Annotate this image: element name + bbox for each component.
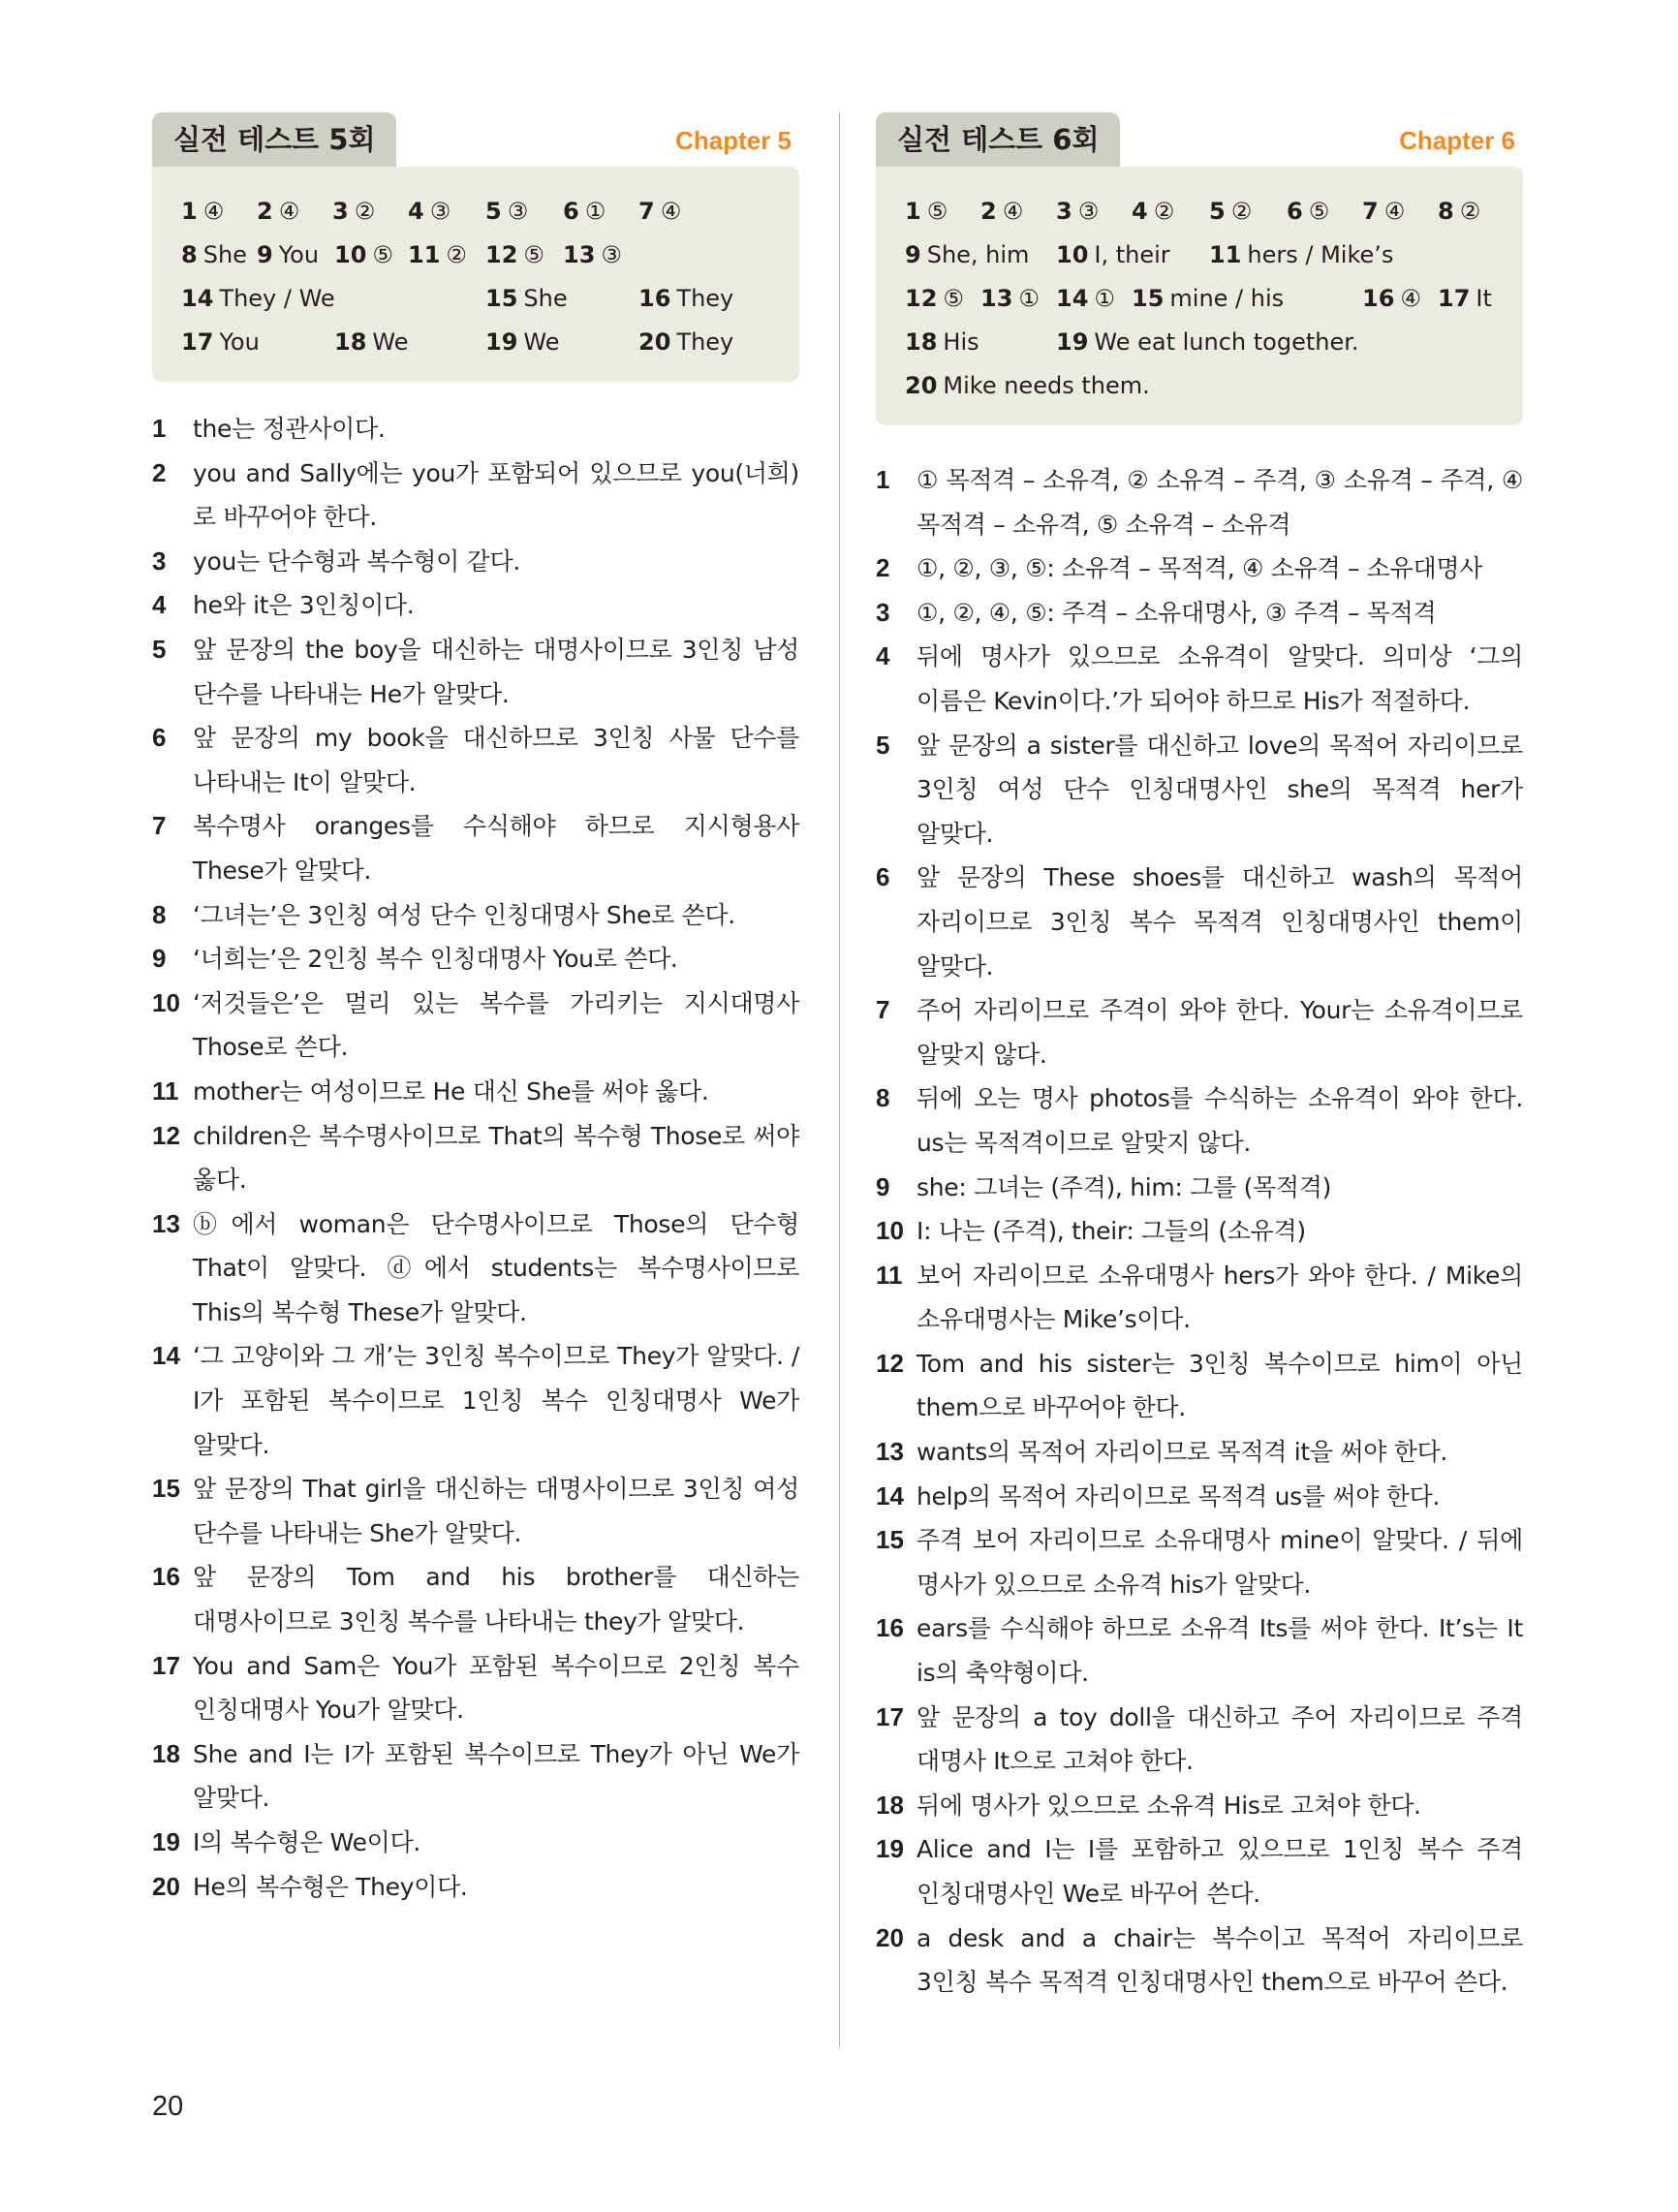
explanation-number: 8 [876, 1083, 890, 1113]
left-chapter-label: Chapter 5 [675, 126, 792, 155]
explanation-text: 뒤에 명사가 있으므로 소유격이 알맞다. 의미상 ‘그의 이름은 Kevin이다.’가 되어야 하므로 His가 적절하다. [917, 642, 1523, 715]
explanation-number: 1 [152, 414, 167, 443]
answer-row [181, 234, 770, 277]
explanation-text: ⓑ에서 woman은 단수명사이므로 Those의 단수형 That이 알맞다. ⓓ에서 students는 복수명사이므로 This의 복수형 These가 알맞다. [193, 1209, 799, 1326]
answer-item: 6 ⑤ [1287, 198, 1330, 225]
explanation-item [876, 635, 1523, 723]
explanation-number: 14 [876, 1480, 904, 1511]
explanation-item [876, 724, 1523, 857]
explanation-number: 17 [876, 1701, 904, 1731]
explanation-number: 18 [876, 1790, 904, 1820]
explanation-text: 앞 문장의 my book을 대신하므로 3인칭 사물 단수를 나타내는 It이 알맞다. [193, 724, 799, 796]
explanation-item [876, 591, 1523, 636]
explanation-number: 12 [876, 1348, 904, 1378]
explanation-number: 8 [152, 899, 167, 929]
explanation-number: 11 [876, 1260, 903, 1290]
right-chapter-label: Chapter 6 [1399, 126, 1515, 155]
explanation-text: 뒤에 오는 명사 photos를 수식하는 소유격이 와야 한다. us는 목적격이므로 알맞지 않다. [917, 1084, 1523, 1157]
answer-row [181, 277, 770, 321]
explanation-number: 12 [152, 1120, 180, 1150]
explanation-text: Alice and I는 I를 포함하고 있으므로 1인칭 복수 주격 인칭대명사인 We로 바꾸어 쓴다. [917, 1835, 1523, 1908]
explanation-item [152, 1114, 799, 1202]
explanation-text: 앞 문장의 Tom and his brother를 대신하는 대명사이므로 3인칭 복수를 나타내는 they가 알맞다. [193, 1563, 799, 1636]
answer-item: 13 ① [980, 285, 1040, 312]
answer-item: 3 ③ [1056, 198, 1100, 225]
explanation-number: 1 [876, 465, 890, 494]
right-answer-box [876, 167, 1523, 425]
explanation-number: 2 [876, 553, 890, 583]
answer-item: 1 ④ [181, 198, 225, 225]
explanation-number: 10 [152, 987, 180, 1017]
page-number: 20 [152, 2091, 184, 2122]
explanation-item [876, 1606, 1523, 1695]
explanation-number: 6 [152, 723, 167, 753]
answer-item: 13 ③ [563, 241, 622, 268]
answer-item: 2 ④ [980, 198, 1024, 225]
answer-item: 15 mine / his [1132, 285, 1285, 312]
answer-item: 3 ② [332, 198, 376, 225]
explanation-text: 앞 문장의 That girl을 대신하는 대명사이므로 3인칭 여성 단수를 나타내는 She가 알맞다. [193, 1475, 799, 1547]
explanation-item [152, 1821, 799, 1865]
left-column [152, 112, 799, 1909]
answer-item: 1 ⑤ [905, 198, 948, 225]
explanation-number: 13 [152, 1208, 180, 1238]
explanation-text: He의 복수형은 They이다. [193, 1872, 468, 1901]
explanation-number: 11 [152, 1075, 179, 1106]
explanation-item [152, 804, 799, 892]
answer-item: 11 hers / Mike’s [1209, 241, 1394, 268]
explanation-item [876, 1254, 1523, 1342]
explanation-text: you는 단수형과 복수형이 같다. [193, 546, 520, 576]
left-test-title: 실전 테스트 5회 [152, 112, 396, 167]
answer-item: 2 ④ [257, 198, 300, 225]
answer-item: 20 They [638, 328, 734, 356]
explanation-text: 앞 문장의 a toy doll을 대신하고 주어 자리이므로 주격 대명사 It으로 고쳐야 한다. [917, 1702, 1523, 1776]
explanation-item [152, 1555, 799, 1643]
explanation-text: 주격 보어 자리이므로 소유대명사 mine이 알맞다. / 뒤에 명사가 있으므로 소유격 his가 알맞다. [917, 1526, 1523, 1599]
explanation-text: wants의 목적어 자리이므로 목적격 it을 써야 한다. [917, 1438, 1448, 1467]
answer-item: 14 ① [1056, 285, 1115, 312]
explanation-number: 4 [876, 641, 890, 671]
answer-item: 4 ③ [408, 198, 451, 225]
explanation-text: ears를 수식해야 하므로 소유격 Its를 써야 한다. It’s는 It is의 축약형이다. [917, 1614, 1523, 1688]
explanation-text: children은 복수명사이므로 That의 복수형 Those로 써야 옳다. [193, 1121, 799, 1195]
explanation-text: You and Sam은 You가 포함된 복수이므로 2인칭 복수 인칭대명사 You가 알맞다. [193, 1651, 799, 1725]
explanation-item [876, 1209, 1523, 1254]
explanation-text: ①, ②, ③, ⑤: 소유격 – 목적격, ④ 소유격 – 소유대명사 [917, 554, 1483, 583]
explanation-item [152, 1732, 799, 1821]
answer-row [905, 364, 1494, 408]
explanation-text: 앞 문장의 the boy을 대신하는 대명사이므로 3인칭 남성 단수를 나타내는 He가 알맞다. [193, 635, 799, 708]
right-header [876, 112, 1523, 167]
explanation-number: 10 [876, 1216, 904, 1246]
explanation-item [152, 583, 799, 628]
explanation-number: 2 [152, 457, 167, 487]
explanation-number: 17 [152, 1650, 180, 1680]
explanation-item [152, 1070, 799, 1114]
explanation-number: 5 [152, 634, 167, 664]
explanation-item [876, 1784, 1523, 1828]
right-column [876, 112, 1523, 2005]
answer-item: 9 She, him [905, 241, 1030, 268]
explanation-text: Tom and his sister는 3인칭 복수이므로 him이 아닌 them으로 바꾸어야 한다. [917, 1349, 1523, 1422]
right-explanation-list [876, 458, 1523, 2005]
explanation-text: she: 그녀는 (주격), him: 그를 (목적격) [917, 1172, 1332, 1201]
explanation-text: you and Sally에는 you가 포함되어 있으므로 you(너희)로 바꾸어야 한다. [193, 458, 799, 532]
explanation-item [152, 893, 799, 938]
explanation-number: 6 [876, 862, 890, 892]
answer-item: 7 ④ [638, 198, 682, 225]
answer-item: 16 ④ [1362, 285, 1421, 312]
answer-row [905, 277, 1494, 321]
explanation-item [876, 1696, 1523, 1784]
explanation-item [876, 856, 1523, 988]
explanation-text: help의 목적어 자리이므로 목적격 us를 써야 한다. [917, 1481, 1441, 1511]
answer-item: 5 ③ [485, 198, 529, 225]
explanation-text: mother는 여성이므로 He 대신 She를 써야 옳다. [193, 1076, 709, 1106]
answer-item: 10 ⑤ [334, 241, 393, 268]
answer-row [905, 190, 1494, 234]
explanation-item [152, 1644, 799, 1732]
explanation-text: I: 나는 (주격), their: 그들의 (소유격) [917, 1217, 1306, 1246]
answer-item: 8 ② [1438, 198, 1481, 225]
answer-item: 18 His [905, 328, 979, 356]
explanation-number: 5 [876, 730, 890, 760]
explanation-number: 3 [876, 597, 890, 627]
explanation-text: 보어 자리이므로 소유대명사 hers가 와야 한다. / Mike의 소유대명사는 Mike’s이다. [917, 1261, 1523, 1334]
explanation-number: 20 [876, 1922, 904, 1952]
explanation-item [876, 1342, 1523, 1430]
answer-item: 18 We [334, 328, 409, 356]
answer-row [181, 321, 770, 364]
answer-item: 17 You [181, 328, 260, 356]
explanation-text: 앞 문장의 These shoes를 대신하고 wash의 목적어 자리이므로 3인칭 복수 목적격 인칭대명사인 them이 알맞다. [917, 863, 1523, 981]
explanation-number: 4 [152, 590, 167, 620]
explanation-text: 주어 자리이므로 주격이 와야 한다. Your는 소유격이므로 알맞지 않다. [917, 996, 1523, 1069]
explanation-text: the는 정관사이다. [193, 415, 386, 443]
explanation-number: 16 [152, 1562, 180, 1592]
explanation-number: 7 [152, 811, 167, 841]
answer-item: 19 We [485, 328, 560, 356]
explanation-item [876, 1518, 1523, 1606]
explanation-text: he와 it은 3인칭이다. [193, 591, 415, 620]
answer-row [905, 321, 1494, 364]
answer-item: 9 You [257, 241, 320, 268]
answer-row [181, 190, 770, 234]
explanation-number: 15 [876, 1525, 904, 1555]
explanation-item [152, 1334, 799, 1467]
explanation-item [152, 937, 799, 981]
explanation-item [876, 1827, 1523, 1916]
explanation-number: 14 [152, 1341, 180, 1371]
explanation-item [152, 628, 799, 716]
explanation-item [876, 1916, 1523, 2005]
answer-item: 19 We eat lunch together. [1056, 328, 1359, 356]
explanation-item [152, 716, 799, 804]
explanation-item [876, 988, 1523, 1076]
explanation-number: 19 [876, 1834, 904, 1864]
right-test-title: 실전 테스트 6회 [876, 112, 1120, 167]
answer-item: 16 They [638, 285, 734, 312]
answer-item: 5 ② [1209, 198, 1253, 225]
left-header [152, 112, 799, 167]
answer-item: 6 ① [563, 198, 606, 225]
explanation-item [152, 452, 799, 540]
explanation-number: 16 [876, 1613, 904, 1643]
answer-item: 11 ② [408, 241, 467, 268]
explanation-number: 15 [152, 1474, 180, 1504]
answer-item: 4 ② [1132, 198, 1175, 225]
explanation-number: 13 [876, 1437, 904, 1467]
explanation-item [152, 540, 799, 584]
explanation-item [876, 1076, 1523, 1165]
explanation-item [152, 1865, 799, 1910]
explanation-text: She and I는 I가 포함된 복수이므로 They가 아닌 We가 알맞다. [193, 1739, 799, 1813]
explanation-text: 뒤에 명사가 있으므로 소유격 His로 고쳐야 한다. [917, 1791, 1421, 1820]
explanation-text: ‘그 고양이와 그 개’는 3인칭 복수이므로 They가 알맞다. / I가 포함된 복수이므로 1인칭 복수 인칭대명사 We가 알맞다. [193, 1342, 799, 1459]
explanation-number: 3 [152, 545, 167, 576]
answer-row [905, 234, 1494, 277]
explanation-text: ‘너희는’은 2인칭 복수 인칭대명사 You로 쓴다. [193, 945, 678, 974]
left-explanation-list [152, 407, 799, 1909]
answer-item: 15 She [485, 285, 568, 312]
answer-item: 10 I, their [1056, 241, 1170, 268]
explanation-item [876, 1475, 1523, 1519]
answer-item: 14 They / We [181, 285, 335, 312]
explanation-item [152, 981, 799, 1070]
explanation-text: 앞 문장의 a sister를 대신하고 love의 목적어 자리이므로 3인칭 여성 단수 인칭대명사인 she의 목적격 her가 알맞다. [917, 731, 1523, 848]
answer-item: 7 ④ [1362, 198, 1406, 225]
answer-item: 17 It [1438, 285, 1492, 312]
answer-item: 8 She [181, 241, 247, 268]
explanation-item [152, 407, 799, 452]
answer-item: 20 Mike needs them. [905, 372, 1150, 399]
explanation-number: 20 [152, 1871, 180, 1901]
explanation-number: 18 [152, 1738, 180, 1768]
explanation-text: ‘저것들은’은 멀리 있는 복수를 가리키는 지시대명사 Those로 쓴다. [193, 988, 799, 1062]
explanation-text: ① 목적격 – 소유격, ② 소유격 – 주격, ③ 소유격 – 주격, ④ 목적격 – 소유격, ⑤ 소유격 – 소유격 [917, 466, 1523, 539]
explanation-text: ‘그녀는’은 3인칭 여성 단수 인칭대명사 She로 쓴다. [193, 900, 735, 929]
answer-item: 12 ⑤ [905, 285, 964, 312]
answer-item: 12 ⑤ [485, 241, 544, 268]
explanation-number: 7 [876, 995, 890, 1025]
explanation-item [876, 1430, 1523, 1475]
explanation-text: I의 복수형은 We이다. [193, 1828, 420, 1856]
explanation-item [876, 546, 1523, 591]
explanation-item [152, 1202, 799, 1335]
explanation-number: 9 [876, 1171, 890, 1201]
column-divider [839, 112, 840, 2048]
left-answer-box [152, 167, 799, 382]
explanation-text: ①, ②, ④, ⑤: 주격 – 소유대명사, ③ 주격 – 목적격 [917, 598, 1437, 627]
explanation-item [876, 458, 1523, 546]
explanation-text: a desk and a chair는 복수이고 목적어 자리이므로 3인칭 복수 목적격 인칭대명사인 them으로 바꾸어 쓴다. [917, 1923, 1523, 1997]
explanation-number: 9 [152, 944, 167, 974]
explanation-item [152, 1467, 799, 1555]
explanation-number: 19 [152, 1827, 180, 1856]
explanation-item [876, 1166, 1523, 1210]
explanation-text: 복수명사 oranges를 수식해야 하므로 지시형용사 These가 알맞다. [193, 812, 799, 885]
